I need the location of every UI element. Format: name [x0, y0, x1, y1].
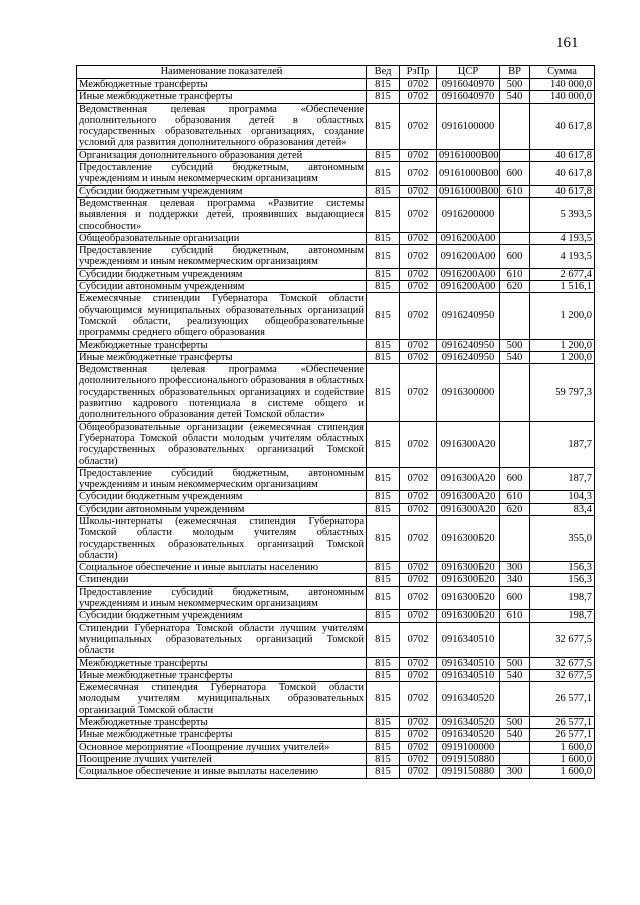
cell-name: Межбюджетные трансферты — [77, 657, 367, 669]
cell-name: Субсидии бюджетным учреждениям — [77, 185, 367, 197]
cell-sum: 26 577,1 — [530, 717, 595, 729]
cell-csr: 0919150880 — [437, 766, 500, 778]
cell-name: Субсидии бюджетным учреждениям — [77, 491, 367, 503]
cell-rzpr: 0702 — [400, 622, 437, 657]
cell-sum: 83,4 — [530, 503, 595, 515]
cell-sum: 187,7 — [530, 421, 595, 467]
table-row — [77, 185, 595, 197]
cell-rzpr: 0702 — [400, 610, 437, 622]
cell-sum: 26 577,1 — [530, 729, 595, 741]
page-number: 161 — [556, 35, 579, 51]
cell-csr: 0916200А00 — [437, 245, 500, 269]
cell-ved: 815 — [367, 657, 400, 669]
cell-sum: 140 000,0 — [530, 79, 595, 91]
table-row — [77, 351, 595, 363]
table-row — [77, 729, 595, 741]
cell-csr: 0916240950 — [437, 351, 500, 363]
cell-csr: 0916200000 — [437, 197, 500, 232]
cell-rzpr: 0702 — [400, 467, 437, 491]
cell-vr — [500, 682, 530, 717]
cell-ved: 815 — [367, 515, 400, 561]
cell-name: Предоставление субсидий бюджетным, автономным учреждениям и иным некоммерческим организациям — [77, 245, 367, 269]
cell-rzpr: 0702 — [400, 351, 437, 363]
cell-ved: 815 — [367, 232, 400, 244]
cell-rzpr: 0702 — [400, 162, 437, 186]
cell-vr — [500, 753, 530, 765]
cell-rzpr: 0702 — [400, 103, 437, 149]
cell-sum: 59 797,3 — [530, 364, 595, 421]
cell-ved: 815 — [367, 622, 400, 657]
cell-rzpr: 0702 — [400, 503, 437, 515]
table-row — [77, 610, 595, 622]
cell-csr: 0916300А20 — [437, 467, 500, 491]
cell-csr: 0916240950 — [437, 339, 500, 351]
cell-name: Субсидии бюджетным учреждениям — [77, 268, 367, 280]
cell-csr: 0916240950 — [437, 293, 500, 339]
cell-name: Организация дополнительного образования детей — [77, 149, 367, 161]
cell-vr: 540 — [500, 669, 530, 681]
cell-name: Ежемесячные стипендии Губернатора Томской области обучающимся муниципальных образовательных организаций Томской области, реализующих общеобразовательные программы среднего общего образования — [77, 293, 367, 339]
table-row — [77, 657, 595, 669]
cell-vr: 610 — [500, 185, 530, 197]
cell-ved: 815 — [367, 669, 400, 681]
cell-rzpr: 0702 — [400, 364, 437, 421]
cell-name: Иные межбюджетные трансферты — [77, 91, 367, 103]
cell-rzpr: 0702 — [400, 421, 437, 467]
cell-csr: 0919150880 — [437, 753, 500, 765]
cell-csr: 0916200А00 — [437, 281, 500, 293]
cell-ved: 815 — [367, 91, 400, 103]
table-row — [77, 515, 595, 561]
cell-vr: 600 — [500, 245, 530, 269]
cell-ved: 815 — [367, 682, 400, 717]
cell-csr: 0916300А20 — [437, 421, 500, 467]
table-row — [77, 103, 595, 149]
cell-name: Субсидии автономным учреждениям — [77, 503, 367, 515]
cell-sum: 4 193,5 — [530, 245, 595, 269]
table-row — [77, 293, 595, 339]
cell-csr: 0916040970 — [437, 79, 500, 91]
cell-vr: 620 — [500, 281, 530, 293]
cell-vr — [500, 197, 530, 232]
cell-rzpr: 0702 — [400, 682, 437, 717]
cell-vr: 600 — [500, 586, 530, 610]
cell-ved: 815 — [367, 339, 400, 351]
cell-csr: 0916300А20 — [437, 491, 500, 503]
table-row — [77, 753, 595, 765]
cell-vr: 500 — [500, 79, 530, 91]
cell-rzpr: 0702 — [400, 268, 437, 280]
cell-ved: 815 — [367, 103, 400, 149]
cell-vr — [500, 622, 530, 657]
cell-ved: 815 — [367, 351, 400, 363]
cell-name: Межбюджетные трансферты — [77, 79, 367, 91]
cell-rzpr: 0702 — [400, 586, 437, 610]
cell-sum: 156,3 — [530, 574, 595, 586]
cell-rzpr: 0702 — [400, 729, 437, 741]
cell-csr: 09161000В00 — [437, 162, 500, 186]
cell-csr: 09161000В00 — [437, 149, 500, 161]
cell-ved: 815 — [367, 162, 400, 186]
cell-rzpr: 0702 — [400, 232, 437, 244]
cell-sum: 4 193,5 — [530, 232, 595, 244]
cell-csr: 0916300Б20 — [437, 515, 500, 561]
table-header-row — [77, 66, 595, 79]
cell-ved: 815 — [367, 281, 400, 293]
cell-sum: 1 200,0 — [530, 351, 595, 363]
cell-name: Иные межбюджетные трансферты — [77, 669, 367, 681]
table-row — [77, 669, 595, 681]
cell-rzpr: 0702 — [400, 717, 437, 729]
cell-name: Ежемесячная стипендия Губернатора Томской области молодым учителям муниципальных образовательных организаций Томской области — [77, 682, 367, 717]
cell-ved: 815 — [367, 741, 400, 753]
cell-rzpr: 0702 — [400, 657, 437, 669]
table-row — [77, 503, 595, 515]
cell-csr: 0916040970 — [437, 91, 500, 103]
cell-ved: 815 — [367, 610, 400, 622]
table-row — [77, 281, 595, 293]
budget-table — [76, 65, 595, 779]
cell-vr: 540 — [500, 91, 530, 103]
cell-vr: 500 — [500, 657, 530, 669]
cell-vr: 500 — [500, 339, 530, 351]
cell-ved: 815 — [367, 574, 400, 586]
table-row — [77, 491, 595, 503]
cell-name: Основное мероприятие «Поощрение лучших учителей» — [77, 741, 367, 753]
cell-sum: 5 393,5 — [530, 197, 595, 232]
cell-csr: 0916340520 — [437, 682, 500, 717]
cell-vr — [500, 293, 530, 339]
cell-ved: 815 — [367, 149, 400, 161]
cell-name: Ведомственная целевая программа «Развитие системы выявления и поддержки детей, проявивших выдающиеся способности» — [77, 197, 367, 232]
cell-name: Предоставление субсидий бюджетным, автономным учреждениям и иным некоммерческим организациям — [77, 586, 367, 610]
cell-rzpr: 0702 — [400, 753, 437, 765]
cell-rzpr: 0702 — [400, 574, 437, 586]
cell-csr: 0916300000 — [437, 364, 500, 421]
cell-name: Социальное обеспечение и иные выплаты населению — [77, 562, 367, 574]
cell-vr: 300 — [500, 562, 530, 574]
cell-vr: 300 — [500, 766, 530, 778]
cell-vr — [500, 515, 530, 561]
cell-csr: 0916300А20 — [437, 503, 500, 515]
cell-vr — [500, 741, 530, 753]
table-row — [77, 149, 595, 161]
cell-ved: 815 — [367, 467, 400, 491]
cell-sum: 40 617,8 — [530, 103, 595, 149]
table-row — [77, 232, 595, 244]
table-row — [77, 197, 595, 232]
cell-vr — [500, 149, 530, 161]
cell-ved: 815 — [367, 562, 400, 574]
cell-ved: 815 — [367, 364, 400, 421]
cell-name: Общеобразовательные организации (ежемесячная стипендия Губернатора Томской области молодым учителям областных государственных образовательных организаций Томской области) — [77, 421, 367, 467]
cell-vr: 540 — [500, 729, 530, 741]
cell-ved: 815 — [367, 491, 400, 503]
cell-sum: 104,3 — [530, 491, 595, 503]
cell-rzpr: 0702 — [400, 293, 437, 339]
table-row — [77, 162, 595, 186]
header-vr: ВР — [500, 66, 530, 79]
cell-sum: 32 677,5 — [530, 657, 595, 669]
cell-csr: 0919100000 — [437, 741, 500, 753]
cell-sum: 2 677,4 — [530, 268, 595, 280]
cell-ved: 815 — [367, 729, 400, 741]
cell-ved: 815 — [367, 293, 400, 339]
cell-vr: 610 — [500, 491, 530, 503]
cell-sum: 1 600,0 — [530, 766, 595, 778]
cell-ved: 815 — [367, 268, 400, 280]
cell-rzpr: 0702 — [400, 197, 437, 232]
cell-csr: 0916300Б20 — [437, 574, 500, 586]
table-row — [77, 717, 595, 729]
cell-rzpr: 0702 — [400, 281, 437, 293]
table-row — [77, 421, 595, 467]
cell-rzpr: 0702 — [400, 91, 437, 103]
cell-sum: 1 200,0 — [530, 293, 595, 339]
cell-sum: 26 577,1 — [530, 682, 595, 717]
cell-sum: 1 600,0 — [530, 753, 595, 765]
table-row — [77, 245, 595, 269]
cell-rzpr: 0702 — [400, 491, 437, 503]
cell-sum: 40 617,8 — [530, 185, 595, 197]
header-csr: ЦСР — [437, 66, 500, 79]
table-row — [77, 586, 595, 610]
cell-csr: 0916340510 — [437, 657, 500, 669]
cell-name: Стипендии Губернатора Томской области лучшим учителям муниципальных образовательных организаций Томской области — [77, 622, 367, 657]
table-row — [77, 79, 595, 91]
table-row — [77, 622, 595, 657]
table-row — [77, 766, 595, 778]
cell-rzpr: 0702 — [400, 669, 437, 681]
cell-name: Предоставление субсидий бюджетным, автономным учреждениям и иным некоммерческим организациям — [77, 162, 367, 186]
cell-sum: 140 000,0 — [530, 91, 595, 103]
cell-csr: 0916340510 — [437, 622, 500, 657]
cell-name: Общеобразовательные организации — [77, 232, 367, 244]
cell-ved: 815 — [367, 79, 400, 91]
cell-vr: 340 — [500, 574, 530, 586]
cell-vr: 600 — [500, 162, 530, 186]
cell-sum: 32 677,5 — [530, 622, 595, 657]
cell-vr: 540 — [500, 351, 530, 363]
cell-rzpr: 0702 — [400, 766, 437, 778]
cell-ved: 815 — [367, 245, 400, 269]
cell-name: Субсидии бюджетным учреждениям — [77, 610, 367, 622]
cell-name: Стипендии — [77, 574, 367, 586]
table-row — [77, 741, 595, 753]
cell-rzpr: 0702 — [400, 515, 437, 561]
table-row — [77, 682, 595, 717]
cell-csr: 0916200А00 — [437, 232, 500, 244]
cell-name: Ведомственная целевая программа «Обеспечение дополнительного образования детей в областных государственных образовательных организациях, создание условий для развития дополнительного образования детей» — [77, 103, 367, 149]
table-row — [77, 268, 595, 280]
header-ved: Вед — [367, 66, 400, 79]
cell-ved: 815 — [367, 753, 400, 765]
cell-ved: 815 — [367, 717, 400, 729]
table-row — [77, 467, 595, 491]
table-row — [77, 364, 595, 421]
cell-sum: 198,7 — [530, 610, 595, 622]
cell-sum: 1 200,0 — [530, 339, 595, 351]
cell-csr: 0916340520 — [437, 729, 500, 741]
cell-csr: 0916100000 — [437, 103, 500, 149]
cell-sum: 198,7 — [530, 586, 595, 610]
cell-sum: 156,3 — [530, 562, 595, 574]
cell-sum: 1 600,0 — [530, 741, 595, 753]
cell-ved: 815 — [367, 503, 400, 515]
cell-name: Предоставление субсидий бюджетным, автономным учреждениям и иным некоммерческим организациям — [77, 467, 367, 491]
cell-name: Межбюджетные трансферты — [77, 339, 367, 351]
table-row — [77, 91, 595, 103]
cell-rzpr: 0702 — [400, 562, 437, 574]
cell-name: Ведомственная целевая программа «Обеспечение дополнительного профессионального образования в областных государственных образовательных организациях и содействие развитию кадрового потенциала в системе общего и дополнительного образования детей Томской области» — [77, 364, 367, 421]
cell-name: Социальное обеспечение и иные выплаты населению — [77, 766, 367, 778]
cell-name: Иные межбюджетные трансферты — [77, 351, 367, 363]
cell-rzpr: 0702 — [400, 339, 437, 351]
cell-ved: 815 — [367, 185, 400, 197]
cell-rzpr: 0702 — [400, 79, 437, 91]
cell-sum: 1 516,1 — [530, 281, 595, 293]
cell-vr: 610 — [500, 610, 530, 622]
cell-rzpr: 0702 — [400, 185, 437, 197]
cell-vr: 620 — [500, 503, 530, 515]
table-row — [77, 574, 595, 586]
cell-ved: 815 — [367, 421, 400, 467]
header-name: Наименование показателей — [77, 66, 367, 79]
cell-sum: 32 677,5 — [530, 669, 595, 681]
table-row — [77, 339, 595, 351]
cell-rzpr: 0702 — [400, 741, 437, 753]
table-row — [77, 562, 595, 574]
cell-vr — [500, 232, 530, 244]
cell-csr: 0916340520 — [437, 717, 500, 729]
cell-name: Межбюджетные трансферты — [77, 717, 367, 729]
cell-rzpr: 0702 — [400, 245, 437, 269]
cell-sum: 40 617,8 — [530, 162, 595, 186]
cell-ved: 815 — [367, 586, 400, 610]
cell-ved: 815 — [367, 766, 400, 778]
cell-rzpr: 0702 — [400, 149, 437, 161]
cell-name: Субсидии автономным учреждениям — [77, 281, 367, 293]
cell-csr: 0916200А00 — [437, 268, 500, 280]
cell-csr: 09161000В00 — [437, 185, 500, 197]
cell-name: Школы-интернаты (ежемесячная стипендия Губернатора Томской области молодым учителям областных государственных образовательных организаций Томской области) — [77, 515, 367, 561]
header-sum: Сумма — [530, 66, 595, 79]
cell-vr — [500, 103, 530, 149]
cell-vr: 500 — [500, 717, 530, 729]
cell-sum: 355,0 — [530, 515, 595, 561]
cell-csr: 0916340510 — [437, 669, 500, 681]
cell-csr: 0916300Б20 — [437, 610, 500, 622]
cell-sum: 40 617,8 — [530, 149, 595, 161]
header-rzpr: РзПр — [400, 66, 437, 79]
cell-ved: 815 — [367, 197, 400, 232]
cell-vr — [500, 364, 530, 421]
cell-csr: 0916300Б20 — [437, 562, 500, 574]
cell-name: Поощрение лучших учителей — [77, 753, 367, 765]
cell-sum: 187,7 — [530, 467, 595, 491]
cell-vr: 600 — [500, 467, 530, 491]
cell-name: Иные межбюджетные трансферты — [77, 729, 367, 741]
cell-vr — [500, 421, 530, 467]
cell-csr: 0916300Б20 — [437, 586, 500, 610]
cell-vr: 610 — [500, 268, 530, 280]
